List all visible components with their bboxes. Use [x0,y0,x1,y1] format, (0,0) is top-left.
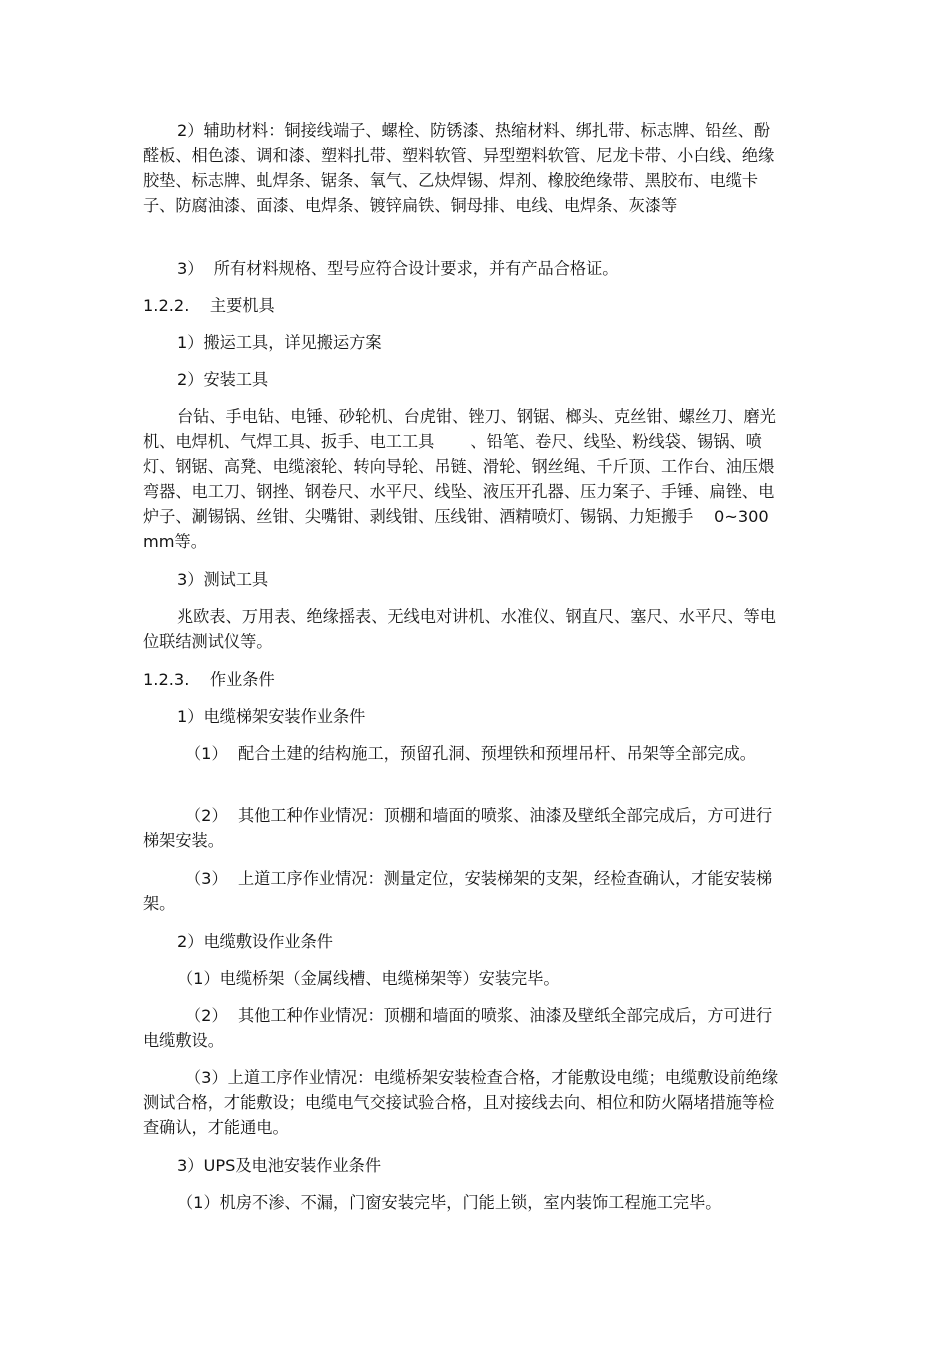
paragraph-test-tools-title: 3）测试工具 [177,570,269,589]
paragraph-aux-materials: 2）辅助材料：铜接线端子、螺栓、防锈漆、热缩材料、绑扎带、标志牌、铅丝、酚醛板、相色漆、调和漆、塑料扎带、塑料软管、异型塑料软管、尼龙卡带、小白线、绝缘胶垫、标志牌、虬焊条、锯条、氧气、乙炔焊锡、焊剂、橡胶绝缘带、黑胶布、电缆卡子、防腐油漆、面漆、电焊条、镀锌扁铁、铜母排、电线、电焊条、灰漆等 [143,121,775,215]
paragraph-ups-cond-title: 3）UPS及电池安装作业条件 [177,1156,382,1175]
paragraph-tray-cond-title: 1）电缆梯架安装作业条件 [177,707,366,726]
paragraph-ups-cond-1: （1）机房不渗、不漏，门窗安装完毕，门能上锁，室内装饰工程施工完毕。 [177,1193,722,1212]
paragraph-install-tools-title: 2）安装工具 [177,370,269,389]
paragraph-tray-cond-3: （3） 上道工序作业情况：测量定位，安装梯架的支架，经检查确认，才能安装梯架。 [143,869,773,913]
paragraph-transport-tools: 1）搬运工具，详见搬运方案 [177,333,382,352]
paragraph-tray-cond-2: （2） 其他工种作业情况：顶棚和墙面的喷浆、油漆及壁纸全部完成后，方可进行梯架安装。 [143,806,773,850]
paragraph-tray-cond-1: （1） 配合土建的结构施工，预留孔洞、预埋铁和预埋吊杆、吊架等全部完成。 [185,744,756,763]
paragraph-laying-cond-3: （3）上道工序作业情况：电缆桥架安装检查合格，才能敷设电缆；电缆敷设前绝缘测试合格，才能敷设；电缆电气交接试验合格，且对接线去向、相位和防火隔堵措施等检查确认，才能通电。 [143,1068,779,1137]
section-heading-1-2-3: 1.2.3. 作业条件 [143,670,275,689]
paragraph-laying-cond-1: （1）电缆桥架（金属线槽、电缆梯架等）安装完毕。 [177,969,560,988]
paragraph-material-spec: 3） 所有材料规格、型号应符合设计要求，并有产品合格证。 [177,259,619,278]
paragraph-laying-cond-2: （2） 其他工种作业情况：顶棚和墙面的喷浆、油漆及壁纸全部完成后，方可进行电缆敷设。 [143,1006,773,1050]
section-heading-1-2-2: 1.2.2. 主要机具 [143,296,275,315]
paragraph-test-tools-list: 兆欧表、万用表、绝缘摇表、无线电对讲机、水准仪、钢直尺、塞尺、水平尺、等电位联结测试仪等。 [143,607,776,651]
paragraph-install-tools-list: 台钻、手电钻、电锤、砂轮机、台虎钳、锉刀、钢锯、榔头、克丝钳、螺丝刀、磨光机、电焊机、气焊工具、扳手、电工工具 、铅笔、卷尺、线坠、粉线袋、锡锅、喷灯、钢锯、高凳、电缆滚轮、转向导轮、吊链、滑轮、钢丝绳、千斤顶、工作台、油压煨弯器、电工刀、钢挫、钢卷尺、水平尺、线坠、液压开孔器、压力案子、手锤、扁锉、电炉子、涮锡锅、丝钳、尖嘴钳、剥线钳、压线钳、酒精喷灯、锡锅、力矩搬手 0~300mm等。 [143,407,776,551]
paragraph-laying-cond-title: 2）电缆敷设作业条件 [177,932,333,951]
